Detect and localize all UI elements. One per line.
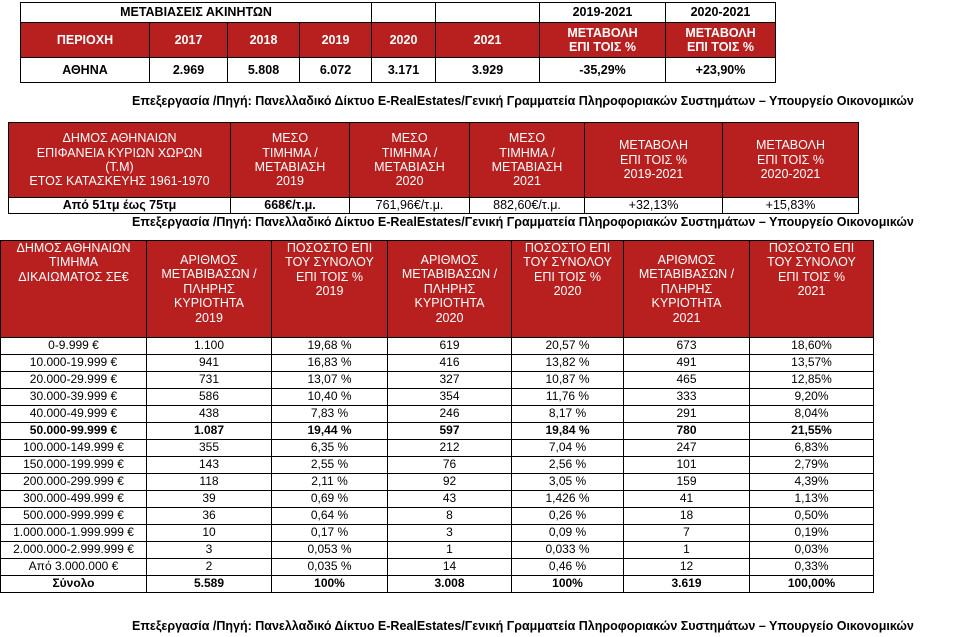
table-cell: 941 [147,355,272,372]
table-row [1,440,874,457]
table-cell: 76 [388,457,512,474]
table1-cell: -35,29% [540,58,666,83]
table-cell: 13,57% [750,355,874,372]
table-cell: 1,426 % [512,491,624,508]
price-band-label: Σύνολο [1,576,147,593]
table-row [1,508,874,525]
table-cell: 2 [147,559,272,576]
table1-cell: 6.072 [300,58,372,83]
table-row [1,559,874,576]
header-line: ΤΟΥ ΣΥΝΟΛΟΥ [285,255,374,270]
table-cell: 0,033 % [512,542,624,559]
table-cell: 3.008 [388,576,512,593]
table-cell: 291 [624,406,750,423]
header-line: ΜΕΤΑΒΙΒΑΣΩΝ / [638,267,735,282]
table2-header [470,123,585,198]
price-band-label: 30.000-39.999 € [1,389,147,406]
table1-cell: 2.969 [150,58,228,83]
header-line: ΜΕΤΑΒΟΛΗ [567,25,638,40]
table-cell: 597 [388,423,512,440]
table-cell: 12,85% [750,372,874,389]
header-line: ΕΠΙ ΤΟΙΣ % [295,269,363,284]
table-cell: 6,83% [750,440,874,457]
table-cell: 10,87 % [512,372,624,389]
table-cell: 100% [512,576,624,593]
table-cell: 2,56 % [512,457,624,474]
table-cell: 18 [624,508,750,525]
table-cell: 3,05 % [512,474,624,491]
table-cell: 416 [388,355,512,372]
table3-header [147,241,272,338]
table-cell: 438 [147,406,272,423]
header-line: ΑΡΙΘΜΟΣ [657,253,716,268]
table-row [1,406,874,423]
table1-cell: +23,90% [666,58,776,83]
header-line: ΕΠΙ ΤΟΙΣ % [619,152,687,167]
table-total-row [1,576,874,593]
table-cell: 19,44 % [272,423,388,440]
table-cell: 8 [388,508,512,525]
table3-header [272,241,388,338]
header-line: ΕΠΙΦΑΝΕΙΑ ΚΥΡΙΩΝ ΧΩΡΩΝ [36,145,203,160]
header-line: ΕΠΙ ΤΟΙΣ % [533,269,601,284]
header-line: 2020 [395,174,424,189]
table1-cell: 3.171 [372,58,436,83]
table-row [1,542,874,559]
table-cell: 8,04% [750,406,874,423]
table-cell: 1,13% [750,491,874,508]
table-row [1,457,874,474]
header-line: ΑΡΙΘΜΟΣ [180,253,238,268]
table-cell: 354 [388,389,512,406]
table-cell: 41 [624,491,750,508]
table3-header [750,241,874,338]
header-line: 2020 [553,284,582,299]
header-line: ΑΡΙΘΜΟΣ [420,253,479,268]
table3-header [388,241,512,338]
table-cell: 333 [624,389,750,406]
table3-header [512,241,624,338]
header-line: ΔΗΜΟΣ ΑΘΗΝΑΙΩΝ [62,131,177,146]
table1-header: 2017 [150,23,228,58]
header-line: 2019 [195,310,223,325]
table-cell: 39 [147,491,272,508]
table-cell: 0,17 % [272,525,388,542]
table1-empty-cell [372,3,436,23]
table-cell: 731 [147,372,272,389]
table-cell: 0,09 % [512,525,624,542]
table1-header: 2021 [436,23,540,58]
table1-change-header [540,23,666,58]
table-cell: 13,82 % [512,355,624,372]
table-cell: 8,17 % [512,406,624,423]
header-line: ΜΕΤΑΒΙΒΑΣΩΝ / [401,267,498,282]
header-line: ΜΕΤΑΒΟΛΗ [618,138,688,153]
table-cell: 0,26 % [512,508,624,525]
table3-header [624,241,750,338]
price-band-label: 40.000-49.999 € [1,406,147,423]
table-cell: 465 [624,372,750,389]
table-cell: 3 [147,542,272,559]
table-cell: 21,55% [750,423,874,440]
header-line: ΜΕΣΟ [271,131,309,146]
table-cell: 4,39% [750,474,874,491]
table-cell: 0,46 % [512,559,624,576]
price-band-label: 10.000-19.999 € [1,355,147,372]
table3-body [1,338,874,593]
table-cell: 1.100 [147,338,272,355]
table-cell: 118 [147,474,272,491]
table-cell: 0,19% [750,525,874,542]
price-band-label: 150.000-199.999 € [1,457,147,474]
table2-cell: 668€/τ.μ. [231,198,350,214]
table-cell: 327 [388,372,512,389]
price-band-label: 0-9.999 € [1,338,147,355]
table-cell: 0,035 % [272,559,388,576]
source-note: Επεξεργασία /Πηγή: Πανελλαδικό Δίκτυο E-RealEstates/Γενική Γραμματεία Πληροφοριακών Συστημάτων – Υπουργείο Οικονομικών [132,94,914,108]
table-cell: 92 [388,474,512,491]
header-line: ΠΟΣΟΣΤΟ ΕΠΙ [286,241,373,255]
header-line: ΤΙΜΗΜΑ / [499,145,555,160]
table-cell: 0,03% [750,542,874,559]
table2-cell: 882,60€/τ.μ. [470,198,585,214]
header-line: 2021 [513,174,541,189]
header-line: ΤΙΜΗΜΑ / [262,145,318,160]
table-cell: 780 [624,423,750,440]
header-line: ΚΥΡΙΟΤΗΤΑ [651,296,722,311]
price-band-label: Από 3.000.000 € [1,559,147,576]
avg-price-table [8,122,859,214]
table-cell: 0,69 % [272,491,388,508]
price-band-label: 20.000-29.999 € [1,372,147,389]
table-cell: 10,40 % [272,389,388,406]
header-line: ΠΛΗΡΗΣ [423,281,476,296]
table1-header: 2018 [228,23,300,58]
table2-header [231,123,350,198]
table-cell: 586 [147,389,272,406]
table-cell: 18,60% [750,338,874,355]
table-cell: 1.087 [147,423,272,440]
table-cell: 247 [624,440,750,457]
header-line: ΤΙΜΗΜΑ / [381,145,438,160]
price-band-label: 500.000-999.999 € [1,508,147,525]
table-cell: 143 [147,457,272,474]
table-cell: 159 [624,474,750,491]
header-line: 2020 [435,310,464,325]
price-band-label: 1.000.000-1.999.999 € [1,525,147,542]
table2-cell: 761,96€/τ.μ. [350,198,470,214]
table-row [1,338,874,355]
table-cell: 19,68 % [272,338,388,355]
table-cell: 3 [388,525,512,542]
table-cell: 2,11 % [272,474,388,491]
table-cell: 100% [272,576,388,593]
table-cell: 619 [388,338,512,355]
header-line: ΕΤΟΣ ΚΑΤΑΣΚΕΥΗΣ 1961-1970 [29,174,210,189]
table-cell: 13,07 % [272,372,388,389]
table-cell: 2,79% [750,457,874,474]
table-cell: 101 [624,457,750,474]
header-line: ΕΠΙ ΤΟΙΣ % [686,40,754,54]
table-cell: 5.589 [147,576,272,593]
table2-header [350,123,470,198]
header-line: (Τ.Μ) [105,160,134,174]
header-line: ΔΗΜΟΣ ΑΘΗΝΑΙΩΝ [16,241,131,255]
header-line: 2019 [276,174,304,189]
header-line: ΕΠΙ ΤΟΙΣ % [568,40,636,54]
price-band-label: 100.000-149.999 € [1,440,147,457]
table-cell: 3.619 [624,576,750,593]
header-line: ΜΕΤΑΒΙΑΣΗ [254,160,326,174]
header-line: ΔΙΚΑΙΩΜΑΤΟΣ ΣΕ€ [18,269,129,284]
table-cell: 7 [624,525,750,542]
table-cell: 212 [388,440,512,457]
table-cell: 0,64 % [272,508,388,525]
header-line: 2021 [797,284,826,299]
table-cell: 14 [388,559,512,576]
header-line: ΕΠΙ ΤΟΙΣ % [777,269,845,284]
header-line: 2019 [315,284,344,299]
header-line: ΚΥΡΙΟΤΗΤΑ [414,296,485,311]
table-cell: 673 [624,338,750,355]
table1-period-a: 2019-2021 [540,3,666,23]
table1-period-b: 2020-2021 [666,3,776,23]
table-row [1,372,874,389]
table1-header: ΠΕΡΙΟΧΗ [21,23,150,58]
table-row [1,491,874,508]
header-line: 2020-2021 [760,167,821,182]
table1-header: 2019 [300,23,372,58]
header-line: ΜΕΤΑΒΟΛΗ [685,25,756,40]
table-row [1,389,874,406]
header-line: ΤΙΜΗΜΑ [48,255,99,270]
table-cell: 2,55 % [272,457,388,474]
table3-header [1,241,147,338]
table2-cell: +15,83% [723,198,859,214]
header-line: ΜΕΤΑΒΙΒΑΣΩΝ / [161,267,257,282]
table-cell: 7,83 % [272,406,388,423]
price-band-label: 50.000-99.999 € [1,423,147,440]
table1-cell: 5.808 [228,58,300,83]
table2-cell: +32,13% [585,198,723,214]
table-cell: 36 [147,508,272,525]
price-band-label: 200.000-299.999 € [1,474,147,491]
price-band-label: 2.000.000-2.999.999 € [1,542,147,559]
header-line: ΚΥΡΙΟΤΗΤΑ [174,296,244,311]
table-cell: 19,84 % [512,423,624,440]
table-cell: 491 [624,355,750,372]
header-line: ΠΟΣΟΣΤΟ ΕΠΙ [524,241,611,255]
table-cell: 10 [147,525,272,542]
table-cell: 7,04 % [512,440,624,457]
table-cell: 6,35 % [272,440,388,457]
price-band-label: 300.000-499.999 € [1,491,147,508]
table-cell: 43 [388,491,512,508]
table-row [1,525,874,542]
table-cell: 16,83 % [272,355,388,372]
table-cell: 100,00% [750,576,874,593]
table-cell: 11,76 % [512,389,624,406]
table-row [1,423,874,440]
table-cell: 1 [624,542,750,559]
table-cell: 355 [147,440,272,457]
table1-title: ΜΕΤΑΒΙΑΣΕΙΣ ΑΚΙΝΗΤΩΝ [21,3,372,23]
table-cell: 246 [388,406,512,423]
header-line: ΜΕΣΟ [508,131,546,146]
header-line: ΠΛΗΡΗΣ [183,281,235,296]
header-line: ΠΟΣΟΣΤΟ ΕΠΙ [768,241,855,255]
table-cell: 0,50% [750,508,874,525]
header-line: ΠΛΗΡΗΣ [660,281,713,296]
table-cell: 0,053 % [272,542,388,559]
header-line: 2019-2021 [623,167,684,182]
table1-cell: 3.929 [436,58,540,83]
table1-change-header [666,23,776,58]
table2-header [723,123,859,198]
table2-cell: Από 51τμ έως 75τμ [9,198,231,214]
header-line: ΕΠΙ ΤΟΙΣ % [756,152,824,167]
header-line: ΤΟΥ ΣΥΝΟΛΟΥ [523,255,612,270]
transfers-summary-table [20,2,776,83]
header-line: 2021 [672,310,701,325]
source-note: Επεξεργασία /Πηγή: Πανελλαδικό Δίκτυο E-RealEstates/Γενική Γραμματεία Πληροφοριακών Συστημάτων – Υπουργείο Οικονομικών [132,215,914,229]
table-cell: 1 [388,542,512,559]
header-line: ΜΕΤΑΒΙΑΣΗ [374,160,445,174]
table-row [1,474,874,491]
table1-empty-cell [436,3,540,23]
table2-header [585,123,723,198]
source-note: Επεξεργασία /Πηγή: Πανελλαδικό Δίκτυο E-RealEstates/Γενική Γραμματεία Πληροφοριακών Συστημάτων – Υπουργείο Οικονομικών [132,619,914,633]
table-row [1,355,874,372]
table1-cell: ΑΘΗΝΑ [21,58,150,83]
table-cell: 20,57 % [512,338,624,355]
header-line: ΜΕΣΟ [391,131,428,146]
price-bands-table [0,240,874,593]
header-line: ΜΕΤΑΒΙΑΣΗ [491,160,563,174]
table-cell: 9,20% [750,389,874,406]
header-line: ΤΟΥ ΣΥΝΟΛΟΥ [767,255,856,270]
table-cell: 0,33% [750,559,874,576]
table-cell: 12 [624,559,750,576]
header-line: ΜΕΤΑΒΟΛΗ [755,138,825,153]
table1-header: 2020 [372,23,436,58]
table2-header [9,123,231,198]
